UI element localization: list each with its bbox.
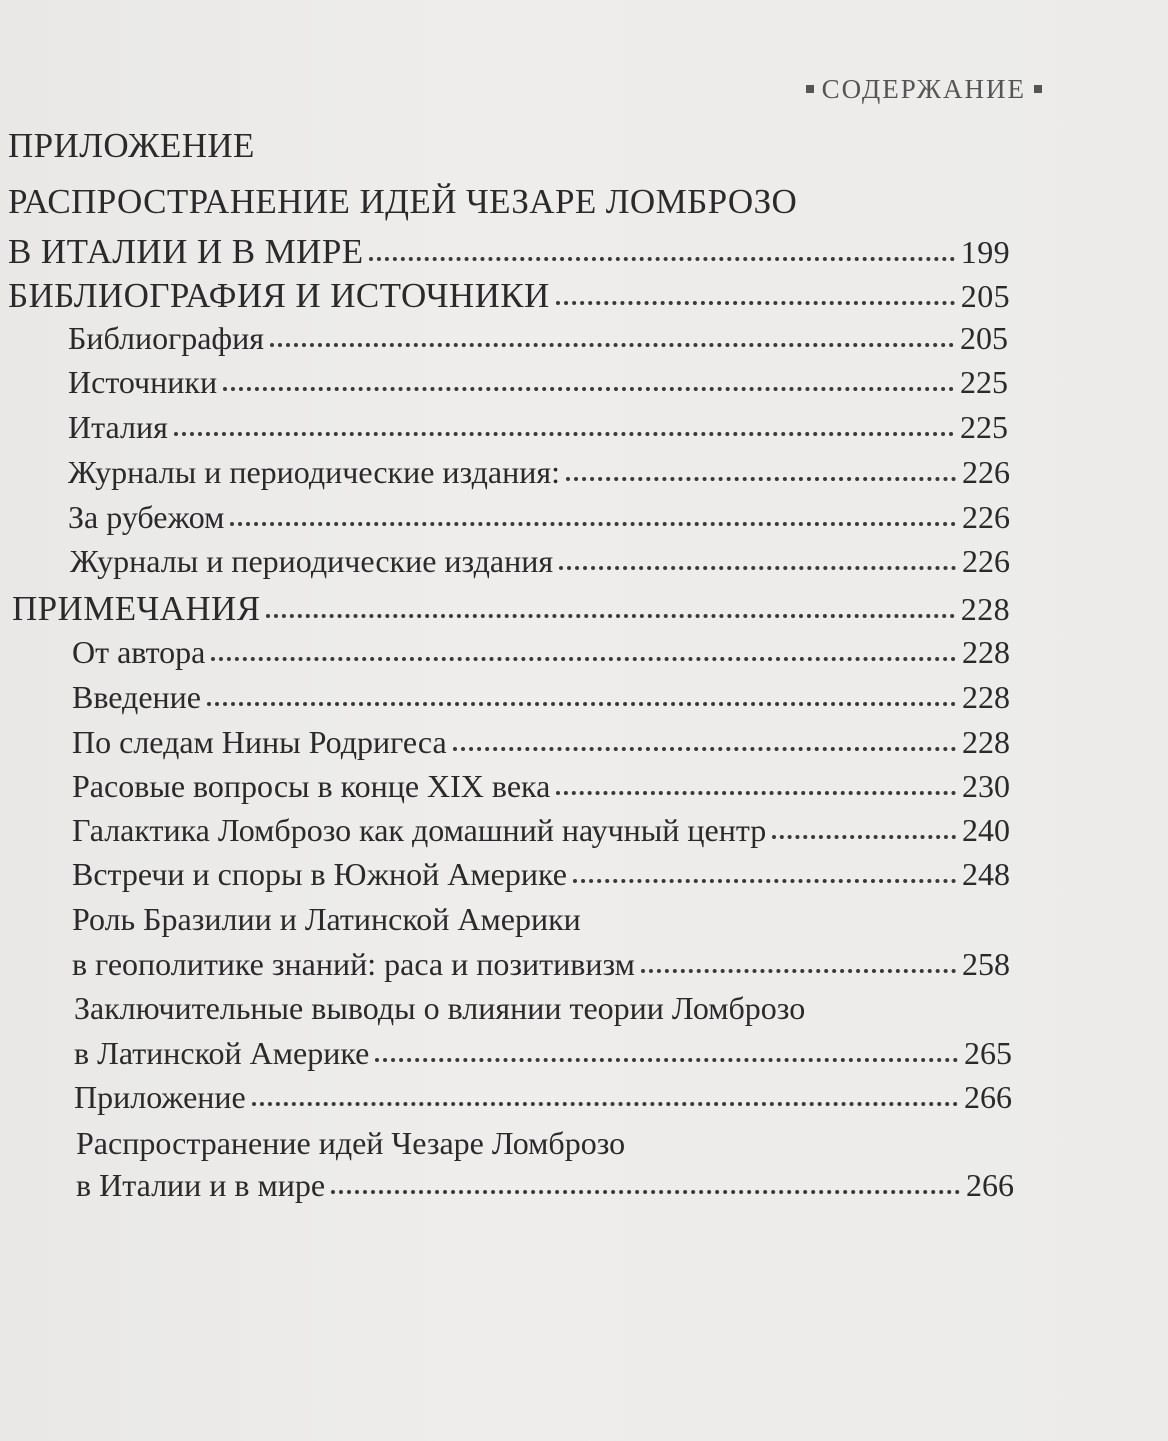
toc-entry-text: Галактика Ломброзо как домашний научный центр bbox=[72, 812, 767, 848]
page-number: 266 bbox=[966, 1167, 1014, 1203]
page-number: 225 bbox=[960, 364, 1008, 400]
toc-entry-text: За рубежом bbox=[68, 499, 225, 535]
toc-entry-text: Журналы и периодические издания: bbox=[68, 454, 560, 490]
running-head bbox=[798, 74, 1050, 105]
toc-heading bbox=[8, 182, 797, 222]
toc-entry bbox=[68, 364, 1008, 401]
dot-leader bbox=[559, 566, 956, 570]
dot-leader bbox=[230, 522, 956, 526]
toc-entry-text: Расовые вопросы в конце XIX века bbox=[72, 768, 551, 804]
toc-entry-text: Распространение идей Чезаре Ломброзо bbox=[76, 1125, 626, 1161]
toc-entry bbox=[68, 409, 1008, 446]
dot-leader bbox=[453, 747, 956, 751]
toc-entry-text: В ИТАЛИИ И В МИРЕ bbox=[8, 232, 364, 271]
toc-entry bbox=[72, 812, 1010, 849]
page-number: 205 bbox=[960, 320, 1008, 356]
square-bullet-icon bbox=[1034, 85, 1042, 93]
page-number: 228 bbox=[962, 634, 1010, 670]
page-number: 265 bbox=[964, 1035, 1012, 1071]
toc-entry-text: Журналы и периодические издания bbox=[70, 543, 554, 579]
toc-entry-text: в геополитике знаний: раса и позитивизм bbox=[72, 946, 635, 982]
toc-entry bbox=[74, 1079, 1012, 1116]
dot-leader bbox=[369, 257, 954, 261]
dot-leader bbox=[270, 343, 954, 347]
square-bullet-icon bbox=[806, 85, 814, 93]
toc-entry bbox=[72, 679, 1010, 716]
dot-leader bbox=[556, 301, 955, 305]
dot-leader bbox=[566, 477, 956, 481]
toc-entry bbox=[72, 856, 1010, 893]
dot-leader bbox=[641, 969, 956, 973]
toc-entry bbox=[12, 589, 1010, 629]
page-number: 228 bbox=[962, 724, 1010, 760]
toc-entry-text: Источники bbox=[68, 364, 218, 400]
toc-entry bbox=[72, 901, 581, 938]
toc-entry bbox=[72, 724, 1010, 761]
page-number: 248 bbox=[962, 856, 1010, 892]
toc-entry bbox=[8, 276, 1010, 316]
toc-entry-text: Роль Бразилии и Латинской Америки bbox=[72, 901, 581, 937]
dot-leader bbox=[252, 1102, 958, 1106]
dot-leader bbox=[556, 791, 956, 795]
toc-entry-text: Приложение bbox=[74, 1079, 246, 1115]
toc-entry-text: Италия bbox=[68, 409, 168, 445]
toc-entry-text: ПРИМЕЧАНИЯ bbox=[12, 589, 261, 628]
dot-leader bbox=[573, 879, 956, 883]
page-number: 228 bbox=[960, 591, 1010, 627]
section-title: СОДЕРЖАНИЕ bbox=[821, 74, 1026, 104]
toc-entry bbox=[74, 1035, 1012, 1072]
toc-entry bbox=[68, 320, 1008, 357]
dot-leader bbox=[211, 657, 956, 661]
toc-entry bbox=[76, 1167, 1014, 1204]
toc-entry-text: По следам Нины Родригеса bbox=[72, 724, 447, 760]
toc-entry bbox=[74, 990, 805, 1027]
dot-leader bbox=[772, 835, 956, 839]
page-number: 226 bbox=[962, 454, 1010, 490]
dot-leader bbox=[375, 1058, 958, 1062]
toc-entry-text: Встречи и споры в Южной Америке bbox=[72, 856, 567, 892]
page-number: 230 bbox=[962, 768, 1010, 804]
toc-entry-text: Введение bbox=[72, 679, 201, 715]
toc-entry-text: Заключительные выводы о влиянии теории Ломброзо bbox=[74, 990, 806, 1026]
toc-entry bbox=[68, 499, 1010, 536]
toc-entry-text: Библиография bbox=[68, 320, 264, 356]
toc-entry bbox=[72, 768, 1010, 805]
page-number: 205 bbox=[960, 278, 1010, 314]
page-number: 226 bbox=[962, 543, 1010, 579]
toc-entry bbox=[70, 543, 1010, 580]
toc-entry-text: ПРИЛОЖЕНИЕ bbox=[8, 126, 255, 165]
dot-leader bbox=[223, 387, 954, 391]
dot-leader bbox=[266, 614, 954, 618]
dot-leader bbox=[207, 702, 956, 706]
toc-heading bbox=[8, 126, 255, 166]
page-number: 225 bbox=[960, 409, 1008, 445]
toc-entry bbox=[72, 634, 1010, 671]
toc-entry-text: в Италии и в мире bbox=[76, 1167, 326, 1203]
toc-entry bbox=[68, 454, 1010, 491]
toc-entry bbox=[72, 946, 1010, 983]
dot-leader bbox=[331, 1190, 960, 1194]
page-number: 199 bbox=[960, 234, 1010, 270]
toc-entry-text: РАСПРОСТРАНЕНИЕ ИДЕЙ ЧЕЗАРЕ ЛОМБРОЗО bbox=[8, 182, 798, 221]
page-number: 226 bbox=[962, 499, 1010, 535]
page-number: 240 bbox=[962, 812, 1010, 848]
page-number: 258 bbox=[962, 946, 1010, 982]
toc-entry-text: БИБЛИОГРАФИЯ И ИСТОЧНИКИ bbox=[8, 276, 550, 315]
toc-entry bbox=[76, 1125, 625, 1162]
dot-leader bbox=[174, 432, 954, 436]
page-number: 228 bbox=[962, 679, 1010, 715]
toc-entry bbox=[8, 232, 1010, 272]
toc-entry-text: в Латинской Америке bbox=[74, 1035, 370, 1071]
toc-entry-text: От автора bbox=[72, 634, 206, 670]
page-number: 266 bbox=[964, 1079, 1012, 1115]
